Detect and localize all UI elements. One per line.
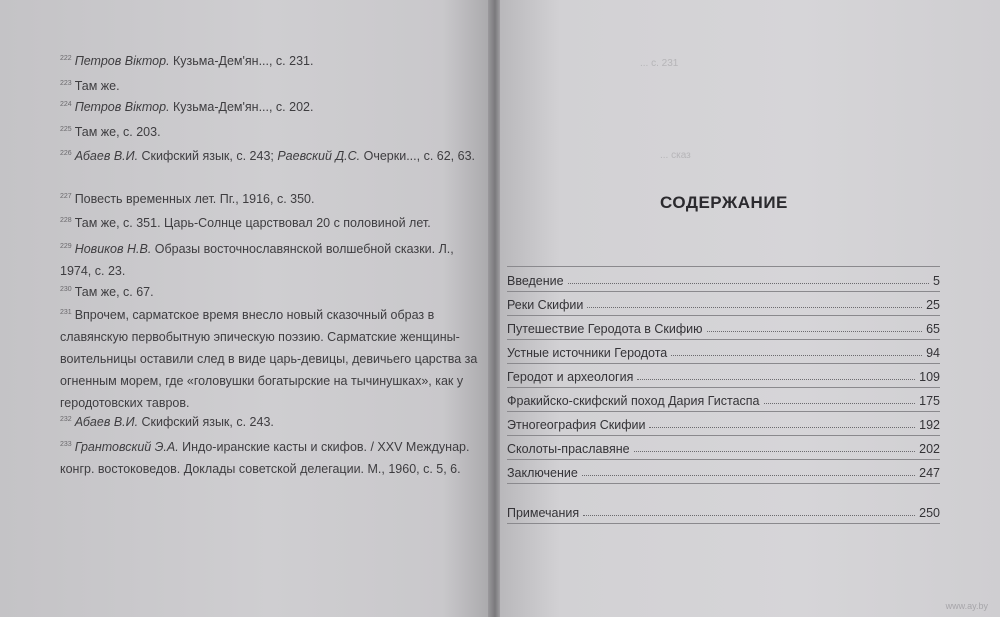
toc-item [507,434,940,456]
toc-item [507,386,940,408]
toc-item-title: Устные источники Геродота [507,346,668,360]
toc-item [507,410,940,432]
toc-leader [764,403,916,404]
toc-item-title: Путешествие Геродота в Скифию [507,322,703,336]
footnote [60,302,480,414]
toc-divider [507,523,940,524]
toc-item [507,290,940,312]
footnote-text: Образы восточнославянской волшебной сказки. Л., 1974, с. 23. [60,242,454,279]
toc-item-title: Геродот и археология [507,370,634,384]
toc-item-page: 109 [919,370,940,384]
toc-item-title: Введение [507,274,564,288]
toc-item-page: 94 [926,346,940,360]
toc-item-page: 175 [919,394,940,408]
footnote-text: Повесть временных лет. Пг., 1916, с. 350. [74,192,315,207]
watermark: www.ay.by [945,601,988,611]
toc-leader [634,451,916,452]
footnote-number: 231 [60,309,72,316]
toc-item-page: 202 [919,442,940,456]
footnote-text: Кузьма-Дем'ян..., с. 231. [169,54,314,69]
toc-leader [568,283,929,284]
show-through-text: ... с. 231 [640,58,679,69]
footnote [60,186,480,210]
toc-leader [707,331,923,332]
footnote-text: Индо-иранские касты и скифов. / XXV Междунар. конгр. востоковедов. Доклады советской делегации. М., 1960, с. 5, 6. [60,440,470,477]
footnote-text: Там же, с. 67. [74,285,154,300]
footnote [60,210,480,234]
footnote [60,434,480,480]
footnote-number: 233 [60,441,72,448]
footnote-number: 224 [60,101,72,108]
footnote-text: Там же. [74,79,120,94]
footnote [60,236,480,282]
footnote-number: 228 [60,217,72,224]
footnote-text: Там же, с. 351. Царь-Солнце царствовал 20 с половиной лет. [74,216,431,231]
toc-leader [637,379,915,380]
toc-item-title: Заключение [507,466,578,480]
footnote-author: Грантовский Э.А. [74,440,179,455]
toc-item-page: 25 [926,298,940,312]
footnote-number: 226 [60,150,72,157]
footnote-text: Кузьма-Дем'ян..., с. 202. [169,100,314,115]
toc-title: СОДЕРЖАНИЕ [660,193,788,212]
toc-item-page: 250 [919,506,940,520]
show-through-text: ... сказ [660,150,691,161]
footnote-number: 232 [60,416,72,423]
toc-item [507,498,940,520]
footnote-number: 222 [60,55,72,62]
toc-item-title: Примечания [507,506,580,520]
toc-item [507,362,940,384]
toc-leader [583,515,915,516]
footnote [60,143,480,167]
footnote [60,279,480,303]
footnote-text: Очерки..., с. 62, 63. [360,149,475,164]
toc-leader [671,355,922,356]
footnote-number: 223 [60,80,72,87]
footnote-text: Впрочем, сарматское время внесло новый сказочный образ в славянскую первобытную эпическую поэзию. Сарматские женщины-воительницы оставили след в виде царь-девицы, девичьего царства за огненным морем, где «головушки богатырские на тычинушках», как у геродотовских тавров. [60,308,478,411]
footnote-number: 227 [60,193,72,200]
toc-item [507,338,940,360]
footnote-author: Новиков Н.В. [74,242,152,257]
toc-leader [582,475,915,476]
footnote-number: 230 [60,286,72,293]
footnote-text: Там же, с. 203. [74,125,161,140]
toc-item-title: Этногеография Скифии [507,418,646,432]
toc-item [507,314,940,336]
toc-item-page: 192 [919,418,940,432]
footnote-author: Абаев В.И. [74,149,139,164]
footnote [60,48,480,72]
footnote-number: 229 [60,243,72,250]
toc-item [507,458,940,480]
footnote-text: Скифский язык, с. 243; [138,149,278,164]
toc-item-page: 5 [933,274,940,288]
footnote-text: Скифский язык, с. 243. [138,415,274,430]
toc-divider [507,483,940,484]
toc-item-page: 247 [919,466,940,480]
footnote-number: 225 [60,126,72,133]
toc-item [507,266,940,288]
footnote-author: Абаев В.И. [74,415,139,430]
toc-item-title: Реки Скифии [507,298,584,312]
toc-item-title: Фракийско-скифский поход Дария Гистаспа [507,394,760,408]
footnote-author: Петров Віктор. [74,100,170,115]
toc-item-title: Сколоты-праславяне [507,442,630,456]
toc-leader [649,427,915,428]
footnote [60,119,480,143]
footnote [60,409,480,433]
toc-item-page: 65 [926,322,940,336]
toc-leader [587,307,922,308]
footnote-author: Петров Віктор. [74,54,170,69]
footnote [60,94,480,118]
footnote-author: Раевский Д.С. [277,149,361,164]
